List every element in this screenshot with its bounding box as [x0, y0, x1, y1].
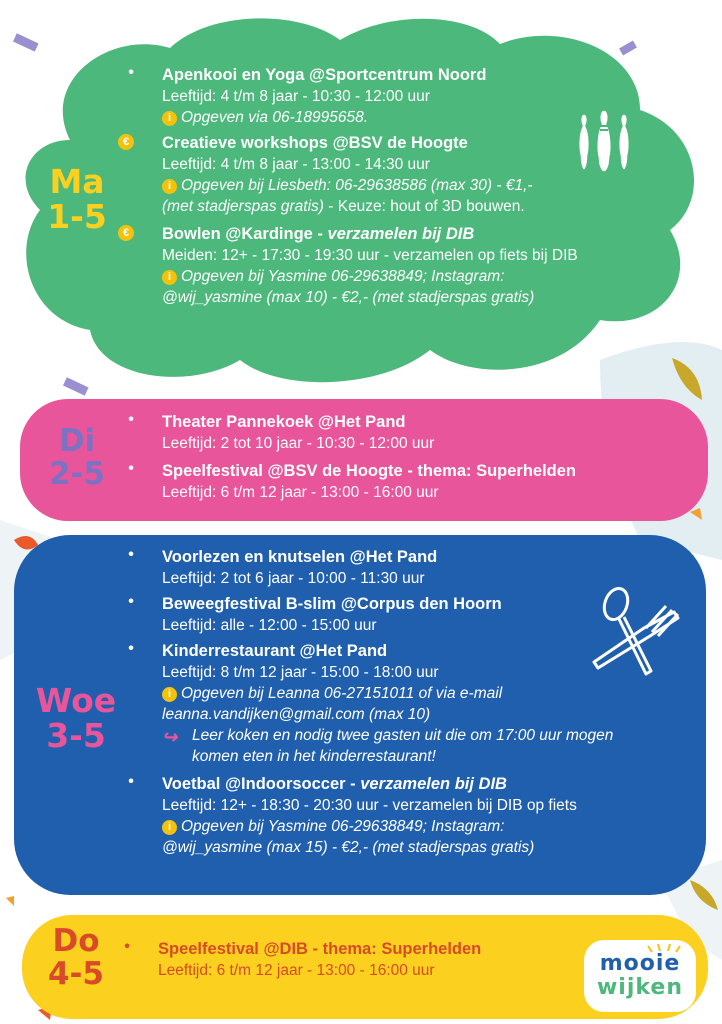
bullet: • [128, 640, 134, 657]
wednesday-activities [124, 546, 699, 858]
thursday-day-label [36, 925, 116, 990]
title-main: Bowlen @Kardinge - [162, 225, 328, 243]
confetti-orange-3 [6, 896, 14, 906]
activity-tip [162, 725, 699, 767]
list-item [124, 223, 704, 308]
wednesday-date: 3-5 [46, 715, 106, 755]
list-item [124, 64, 704, 128]
activity-note [162, 196, 704, 217]
activity-signup-cont: @wij_yasmine (max 15) - €2,- (met stadjerspas gratis) [162, 839, 535, 856]
monday-activities [124, 64, 704, 308]
activity-details: Leeftijd: alle - 12:00 - 15:00 uur [162, 617, 377, 634]
arrow-icon: ↪ [162, 727, 178, 747]
title-italic: verzamelen bij DIB [327, 225, 475, 243]
signup-text: Opgeven bij Yasmine 06-29638849; Instagram: [181, 268, 505, 285]
activity-signup-cont: leanna.vandijken@gmail.com (max 10) [162, 706, 431, 723]
monday-day: Ma [49, 162, 105, 201]
activity-details: Leeftijd: 8 t/m 12 jaar - 15:00 - 18:00 uur [162, 664, 439, 681]
thursday-activities [120, 938, 580, 981]
activity-signup [162, 175, 704, 196]
activity-signup-cont: @wij_yasmine (max 10) - €2,- (met stadjerspas gratis) [162, 289, 535, 306]
euro-icon: € [118, 134, 134, 150]
note-italic: (met stadjerspas gratis) [162, 198, 324, 215]
wednesday-day: Woe [35, 681, 117, 720]
activity-signup [162, 816, 699, 837]
activity-details: Meiden: 12+ - 17:30 - 19:30 uur - verzamelen op fiets bij DIB [162, 247, 578, 264]
mooie-wijken-logo [584, 940, 696, 1012]
activity-details: Leeftijd: 6 t/m 12 jaar - 13:00 - 16:00 uur [158, 962, 435, 979]
activity-title: Apenkooi en Yoga @Sportcentrum Noord [162, 66, 487, 84]
title-italic: verzamelen bij DIB [360, 775, 507, 793]
monday-day-label [40, 162, 114, 236]
activity-details: Leeftijd: 2 tot 6 jaar - 10:00 - 11:30 uur [162, 570, 425, 587]
activity-title [162, 223, 704, 245]
signup-text: Opgeven bij Yasmine 06-29638849; Instagram: [181, 818, 505, 835]
activity-title: Speelfestival @BSV de Hoogte - thema: Superhelden [162, 462, 577, 480]
wednesday-day-label [28, 681, 124, 755]
tuesday-activities [124, 411, 694, 503]
note-rest: - Keuze: hout of 3D bouwen. [323, 198, 525, 215]
bullet: • [128, 411, 134, 428]
bullet: • [128, 64, 134, 81]
bullet: • [124, 938, 130, 955]
tip-line-2: komen eten in het kinderrestaurant! [192, 748, 436, 765]
tuesday-day: Di [58, 423, 96, 459]
monday-date: 1-5 [47, 196, 107, 236]
activity-title [162, 773, 699, 795]
tuesday-day-label [38, 425, 116, 490]
activity-title: Beweegfestival B-slim @Corpus den Hoorn [162, 595, 502, 613]
activity-title: Kinderrestaurant @Het Pand [162, 642, 388, 660]
info-icon: i [162, 820, 177, 835]
info-icon: i [162, 111, 177, 126]
activity-signup [162, 266, 704, 287]
thursday-day: Do [52, 923, 100, 959]
bullet: • [128, 593, 134, 610]
list-item [124, 773, 699, 858]
activity-details: Leeftijd: 12+ - 18:30 - 20:30 uur - verzamelen bij DIB op fiets [162, 797, 577, 814]
list-item [120, 938, 580, 981]
activity-title: Creatieve workshops @BSV de Hoogte [162, 134, 468, 152]
activity-signup [162, 107, 704, 128]
tuesday-date: 2-5 [48, 455, 105, 492]
thursday-date: 4-5 [47, 955, 104, 992]
activity-details: Leeftijd: 2 tot 10 jaar - 10:30 - 12:00 uur [162, 435, 435, 452]
signup-text: Opgeven via 06-18995658. [181, 109, 369, 126]
activity-title: Voorlezen en knutselen @Het Pand [162, 548, 438, 566]
euro-icon: € [118, 225, 134, 241]
logo-word-2: wijken [596, 975, 684, 1000]
tip-line-1: Leer koken en nodig twee gasten uit die om 17:00 uur mogen [192, 727, 614, 744]
logo-word-1: mooie [599, 951, 681, 976]
activity-details: Leeftijd: 4 t/m 8 jaar - 13:00 - 14:30 uur [162, 156, 430, 173]
activity-signup [162, 683, 699, 704]
signup-text: Opgeven bij Liesbeth: 06-29638586 (max 30) - €1,- [181, 177, 533, 194]
bullet: • [128, 546, 134, 563]
signup-text: Opgeven bij Leanna 06-27151011 of via e-mail [181, 685, 503, 702]
bullet: • [128, 773, 134, 790]
info-icon: i [162, 179, 177, 194]
list-item [124, 411, 694, 454]
info-icon: i [162, 687, 177, 702]
list-item [124, 132, 704, 217]
title-main: Voetbal @Indoorsoccer - [162, 775, 361, 793]
list-item [124, 640, 699, 767]
list-item [124, 546, 699, 589]
info-icon: i [162, 270, 177, 285]
list-item [124, 593, 699, 636]
activity-details: Leeftijd: 6 t/m 12 jaar - 13:00 - 16:00 uur [162, 484, 439, 501]
activity-details: Leeftijd: 4 t/m 8 jaar - 10:30 - 12:00 uur [162, 88, 430, 105]
list-item [124, 460, 694, 503]
activity-title: Theater Pannekoek @Het Pand [162, 413, 406, 431]
activity-title: Speelfestival @DIB - thema: Superhelden [158, 940, 482, 958]
bullet: • [128, 460, 134, 477]
